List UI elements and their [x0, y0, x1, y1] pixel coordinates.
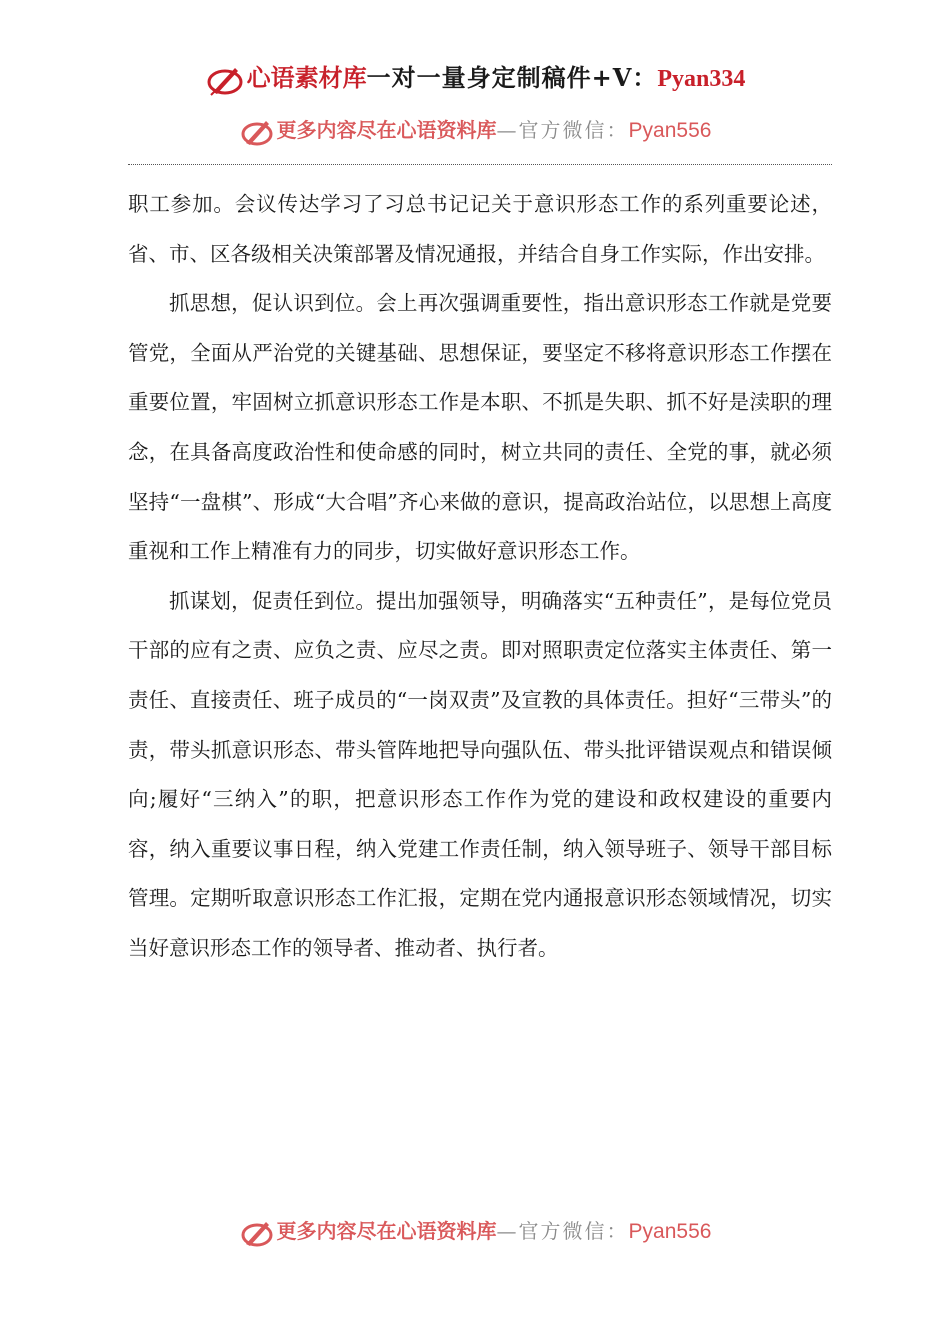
- header-divider: [128, 164, 832, 165]
- document-body: [128, 180, 832, 974]
- footer-id: Pyan556: [628, 1220, 712, 1243]
- paragraph-2: 抓思想，促认识到位。会上再次强调重要性，指出意识形态工作就是党要管党，全面从严治党的关键基础、思想保证，要坚定不移将意识形态工作摆在重要位置，牢固树立抓意识形态工作是本职、不抓是失职、抓不好是渎职的理念，在具备高度政治性和使命感的同时，树立共同的责任、全党的事，就必须坚持“一盘棋”、形成“大合唱”齐心来做的意识，提高政治站位，以思想上高度重视和工作上精准有力的同步，切实做好意识形态工作。: [128, 291, 832, 564]
- quill-logo-icon: [239, 116, 275, 148]
- footer-banner: [0, 1213, 950, 1249]
- footer-middle: —官方微信：: [496, 1219, 629, 1243]
- footer-prefix: 更多内容尽在心语资料库: [276, 1219, 497, 1243]
- header-slogan: 一对一量身定制稿件+V：: [366, 63, 658, 92]
- header-contact: Pyan334: [657, 66, 746, 92]
- header-sub-middle: —官方微信：: [496, 118, 629, 142]
- header-sub-prefix: 更多内容尽在心语资料库: [276, 118, 497, 142]
- header-banner: [0, 58, 950, 98]
- brand-name: 心语素材库: [246, 63, 367, 92]
- paragraph-1: 职工参加。会议传达学习了习总书记记关于意识形态工作的系列重要论述，省、市、区各级相关决策部署及情况通报，并结合自身工作实际，作出安排。: [128, 192, 832, 266]
- paragraph-3: 抓谋划，促责任到位。提出加强领导，明确落实“五种责任”，是每位党员干部的应有之责、应负之责、应尽之责。即对照职责定位落实主体责任、第一责任、直接责任、班子成员的“一岗双责”及宣教的具体责任。担好“三带头”的责，带头抓意识形态、带头管阵地把导向强队伍、带头批评错误观点和错误倾向;履好“三纳入”的职，把意识形态工作作为党的建设和政权建设的重要内容，纳入重要议事日程，纳入党建工作责任制，纳入领导班子、领导干部目标管理。定期听取意识形态工作汇报，定期在党内通报意识形态领域情况，切实当好意识形态工作的领导者、推动者、执行者。: [128, 588, 832, 960]
- header-sub-id: Pyan556: [628, 119, 712, 142]
- quill-logo-icon: [239, 1217, 275, 1249]
- quill-logo-icon: [205, 62, 245, 98]
- header-subline: [0, 112, 950, 148]
